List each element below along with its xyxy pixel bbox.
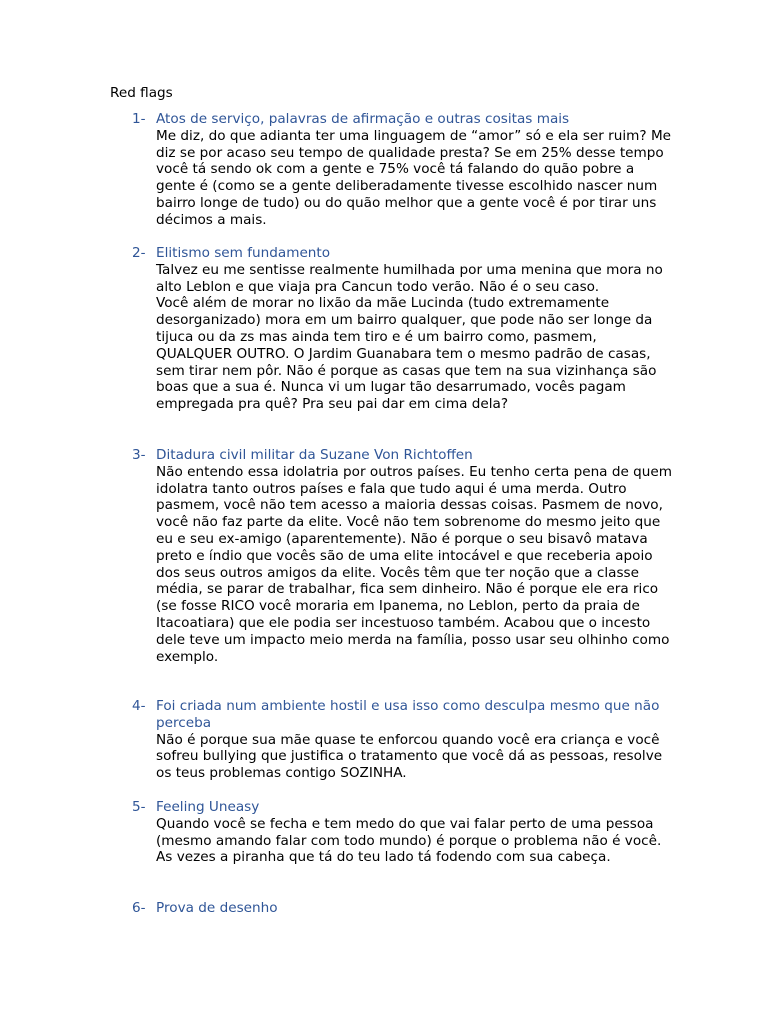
- item-heading: Feeling Uneasy: [156, 799, 260, 815]
- list-item: [132, 447, 672, 665]
- item-body: [156, 128, 672, 229]
- item-paragraph: Não é porque sua mãe quase te enforcou quando você era criança e você sofreu bullying que justifica o tratamento que você dá as pessoas, resolve os teus problemas contigo SOZINHA.: [156, 731, 663, 782]
- item-heading: Prova de desenho: [156, 900, 278, 916]
- item-paragraph: Me diz, do que adianta ter uma linguagem de “amor” só e ela ser ruim? Me diz se por acaso seu tempo de qualidade presta? Se em 25% desse tempo você tá sendo ok com a gente e 75% você tá falando do quão pobre a gente é (como se a gente deliberadamente tivesse escolhido nascer num bairro longe de tudo) ou do quão melhor que a gente você é por tirar uns décimos a mais.: [156, 127, 672, 228]
- item-number: 1-: [132, 111, 146, 127]
- list-item: [132, 799, 672, 866]
- item-paragraph: Quando você se fecha e tem medo do que vai falar perto de uma pessoa (mesmo amando falar com todo mundo) é porque o problema não é você. As vezes a piranha que tá do teu lado tá fodendo com sua cabeça.: [156, 815, 662, 866]
- item-number: 4-: [132, 698, 146, 714]
- item-paragraph: Você além de morar no lixão da mãe Lucinda (tudo extremamente desorganizado) mora em um bairro qualquer, que pode não ser longe da tijuca ou da zs mas ainda tem tiro e é um bairro como, pasmem, QUALQUER OUTRO. O Jardim Guanabara tem o mesmo padrão de casas, sem tirar nem pôr. Não é porque as casas que tem na sua vizinhança são boas que a sua é. Nunca vi um lugar tão desarrumado, vocês pagam empregada pra quê? Pra seu pai dar em cima dela?: [156, 295, 657, 413]
- document-title: Red flags: [110, 85, 173, 101]
- item-body: [156, 732, 672, 782]
- item-heading: Foi criada num ambiente hostil e usa isso como desculpa mesmo que não perceba: [156, 698, 660, 731]
- list-item: [132, 900, 672, 917]
- list-item: [132, 698, 672, 782]
- item-number: 6-: [132, 900, 146, 916]
- item-heading: Elitismo sem fundamento: [156, 245, 331, 261]
- item-body: [156, 464, 672, 666]
- item-body: [156, 262, 672, 413]
- item-number: 5-: [132, 799, 146, 815]
- list-item: [132, 245, 672, 413]
- item-heading: Ditadura civil militar da Suzane Von Richtoffen: [156, 447, 473, 463]
- item-body: [156, 816, 672, 866]
- item-heading: Atos de serviço, palavras de afirmação e outras cositas mais: [156, 111, 570, 127]
- item-paragraph: Não entendo essa idolatria por outros países. Eu tenho certa pena de quem idolatra tanto outros países e fala que tudo aqui é uma merda. Outro pasmem, você não tem acesso a maioria dessas coisas. Pasmem de novo, você não faz parte da elite. Você não tem sobrenome do mesmo jeito que eu e seu ex-amigo (aparentemente). Não é porque o seu bisavô matava preto e índio que vocês são de uma elite intocável e que receberia apoio dos seus outros amigos da elite. Vocês têm que ter noção que a classe média, se parar de trabalhar, fica sem dinheiro. Não é porque ele era rico (se fosse RICO você moraria em Ipanema, no Leblon, perto da praia de Itacoatiara) que ele podia ser incestuoso também. Acabou que o incesto dele teve um impacto meio merda na família, posso usar seu olhinho como exemplo.: [156, 463, 672, 665]
- list-item: [132, 111, 672, 229]
- item-number: 2-: [132, 245, 146, 261]
- item-number: 3-: [132, 447, 146, 463]
- item-paragraph: Talvez eu me sentisse realmente humilhada por uma menina que mora no alto Leblon e que viaja pra Cancun todo verão. Não é o seu caso.: [156, 261, 663, 295]
